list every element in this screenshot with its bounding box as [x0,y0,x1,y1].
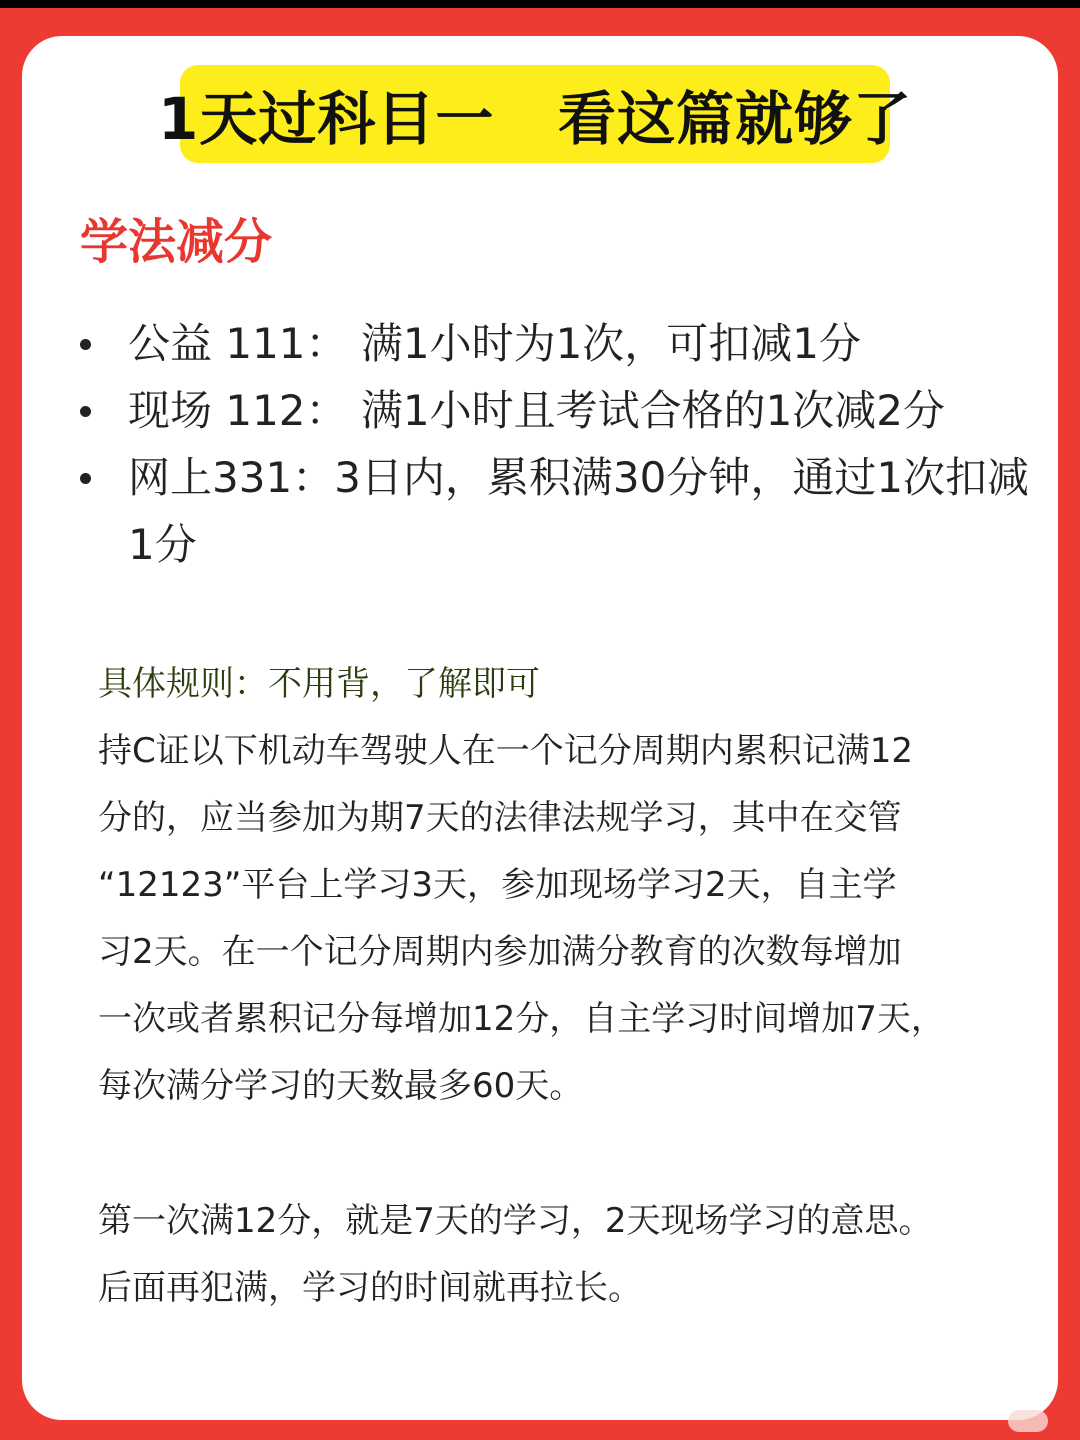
rules-line: 分的，应当参加为期7天的法律法规学习，其中在交管 [98,798,902,838]
list-item [70,377,1030,444]
bullet-icon [80,339,91,350]
bullet-text: 公益 111： 满1小时为1次，可扣减1分 [128,319,862,368]
bullet-text: 网上331：3日内，累积满30分钟，通过1次扣减1分 [128,453,1030,569]
list-item [70,444,1030,578]
rules-line: 一次或者累积记分每增加12分，自主学习时间增加7天， [98,999,945,1039]
note-paragraph [98,1188,998,1322]
rules-line: 持C证以下机动车驾驶人在一个记分周期内累积记满12 [98,731,914,771]
rules-paragraph [98,718,998,1120]
note-line: 后面再犯满，学习的时间就再拉长。 [98,1268,642,1308]
bullet-icon [80,473,91,484]
section-heading: 学法减分 [80,214,273,270]
bullet-text: 现场 112： 满1小时且考试合格的1次减2分 [128,386,946,435]
page-title: 1天过科目一 看这篇就够了 [158,85,912,153]
title-banner [158,65,912,163]
rules-heading: 具体规则：不用背，了解即可 [98,664,540,704]
rules-line: “12123”平台上学习3天，参加现场学习2天，自主学 [98,865,897,905]
rules-line: 习2天。在一个记分周期内参加满分教育的次数每增加 [98,932,902,972]
bullet-list [70,310,1030,578]
list-item [70,310,1030,377]
rules-line: 每次满分学习的天数最多60天。 [98,1066,584,1106]
note-line: 第一次满12分，就是7天的学习，2天现场学习的意思。 [98,1201,933,1241]
bullet-icon [80,406,91,417]
watermark-icon [1008,1410,1048,1432]
